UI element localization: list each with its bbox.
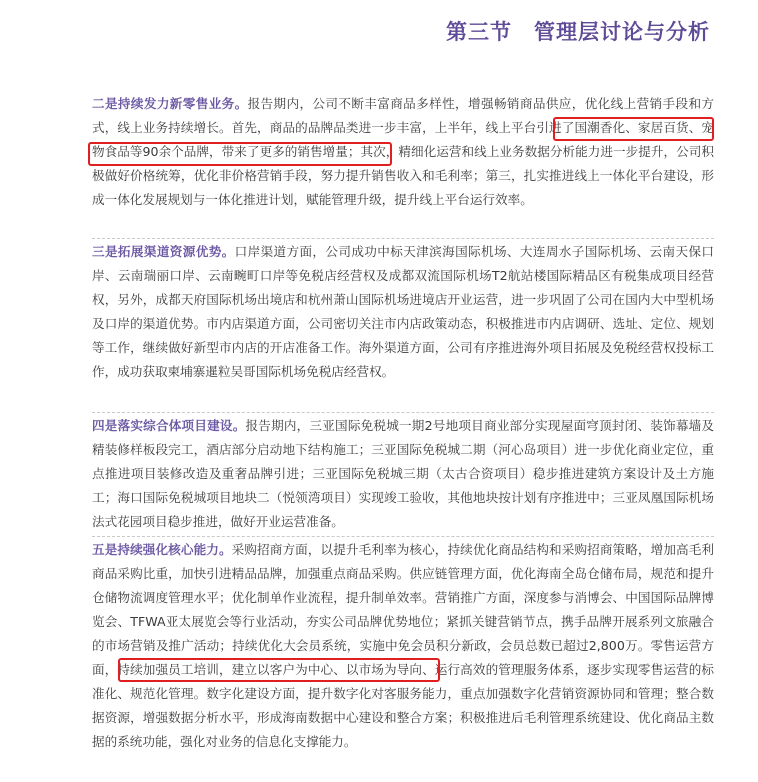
divider: [92, 238, 714, 239]
paragraph-channels: [92, 240, 714, 384]
paragraph-complex-projects: [92, 414, 714, 534]
highlight-box-members: [118, 658, 440, 682]
highlight-box-first-half: [553, 117, 714, 141]
section-title: 第三节 管理层讨论与分析: [446, 20, 710, 44]
divider: [92, 412, 714, 413]
paragraph-lead: 三是拓展渠道资源优势。: [92, 244, 235, 259]
paragraph-core-capabilities: [92, 538, 714, 754]
paragraph-lead: 二是持续发力新零售业务。: [92, 96, 248, 111]
paragraph-text: 报告期内，三亚国际免税城一期2号地项目商业部分实现屋面穹顶封闭、装饰幕墙及精装修样板段完工，酒店部分启动地下结构施工；三亚国际免税城二期（河心岛项目）进一步优化商业定位，重点推进项目装修改造及重奢品牌引进；三亚国际免税城三期（太古合资项目）稳步推进建筑方案设计及土方施工；海口国际免税城项目地块二（悦领湾项目）实现竣工验收，其他地块按计划有序推进中；三亚凤凰国际机场法式花园项目稳步推进，做好开业运营准备。: [92, 418, 715, 529]
paragraph-text: 报告期内，公司不断丰富商品多样性，增强畅销商品供应，优化线上营销手段和方式，线上业务持续增长。首先，商品的品牌品类进一步丰富，上半年，线上平台引进了国潮香化、家居百货、宠物食品等90余个品牌，带来了更多的销售增量；其次，精细化运营和线上业务数据分析能力进一步提升，公司积极做好价格统筹，优化非价格营销手段，努力提升销售收入和毛利率；第三，扎实推进线上一体化平台建设，形成一体化发展规划与一体化推进计划，赋能管理升级，提升线上平台运行效率。: [92, 96, 715, 207]
paragraph-text: 采购招商方面，以提升毛利率为核心，持续优化商品结构和采购招商策略，增加高毛利商品采购比重，加快引进精品品牌，加强重点商品采购。供应链管理方面，优化海南全岛仓储布局，规范和提升仓储物流调度管理水平；优化制单作业流程，提升制单效率。营销推广方面，深度参与消博会、中国国际品牌博览会、TFWA亚太展览会等行业活动，夯实公司品牌优势地位；紧抓关键营销节点，携手品牌开展系列文旅融合的市场营销及推广活动；持续优化大会员系统，实施中免会员积分新政，会员总数已超过2,800万。零售运营方面，持续加强员工培训，建立以客户为中心、以市场为导向、运行高效的管理服务体系，逐步实现零售运营的标准化、规范化管理。数字化建设方面，提升数字化对客服务能力，重点加强数字化营销资源协同和管理；整合数据资源，增强数据分析水平，形成海南数据中心建设和整合方案；积极推进后毛利管理系统建设、优化商品主数据的系统功能，强化对业务的信息化支撑能力。: [92, 542, 715, 749]
paragraph-lead: 四是落实综合体项目建设。: [92, 418, 246, 433]
paragraph-text: 口岸渠道方面，公司成功中标天津滨海国际机场、大连周水子国际机场、云南天保口岸、云南瑞丽口岸、云南畹町口岸等免税店经营权及成都双流国际机场T2航站楼国际精品区有税集成项目经营权，另外，成都天府国际机场出境店和杭州萧山国际机场进境店开业运营，进一步巩固了公司在国内大中型机场及口岸的渠道优势。市内店渠道方面，公司密切关注市内店政策动态，积极推进市内店调研、选址、定位、规划等工作，继续做好新型市内店的开店准备工作。海外渠道方面，公司有序推进海外项目拓展及免税经营权投标工作，成功获取柬埔寨暹粒吴哥国际机场免税店经营权。: [92, 244, 715, 379]
divider: [92, 536, 714, 537]
highlight-box-brands: [88, 142, 392, 166]
paragraph-lead: 五是持续强化核心能力。: [92, 542, 232, 557]
